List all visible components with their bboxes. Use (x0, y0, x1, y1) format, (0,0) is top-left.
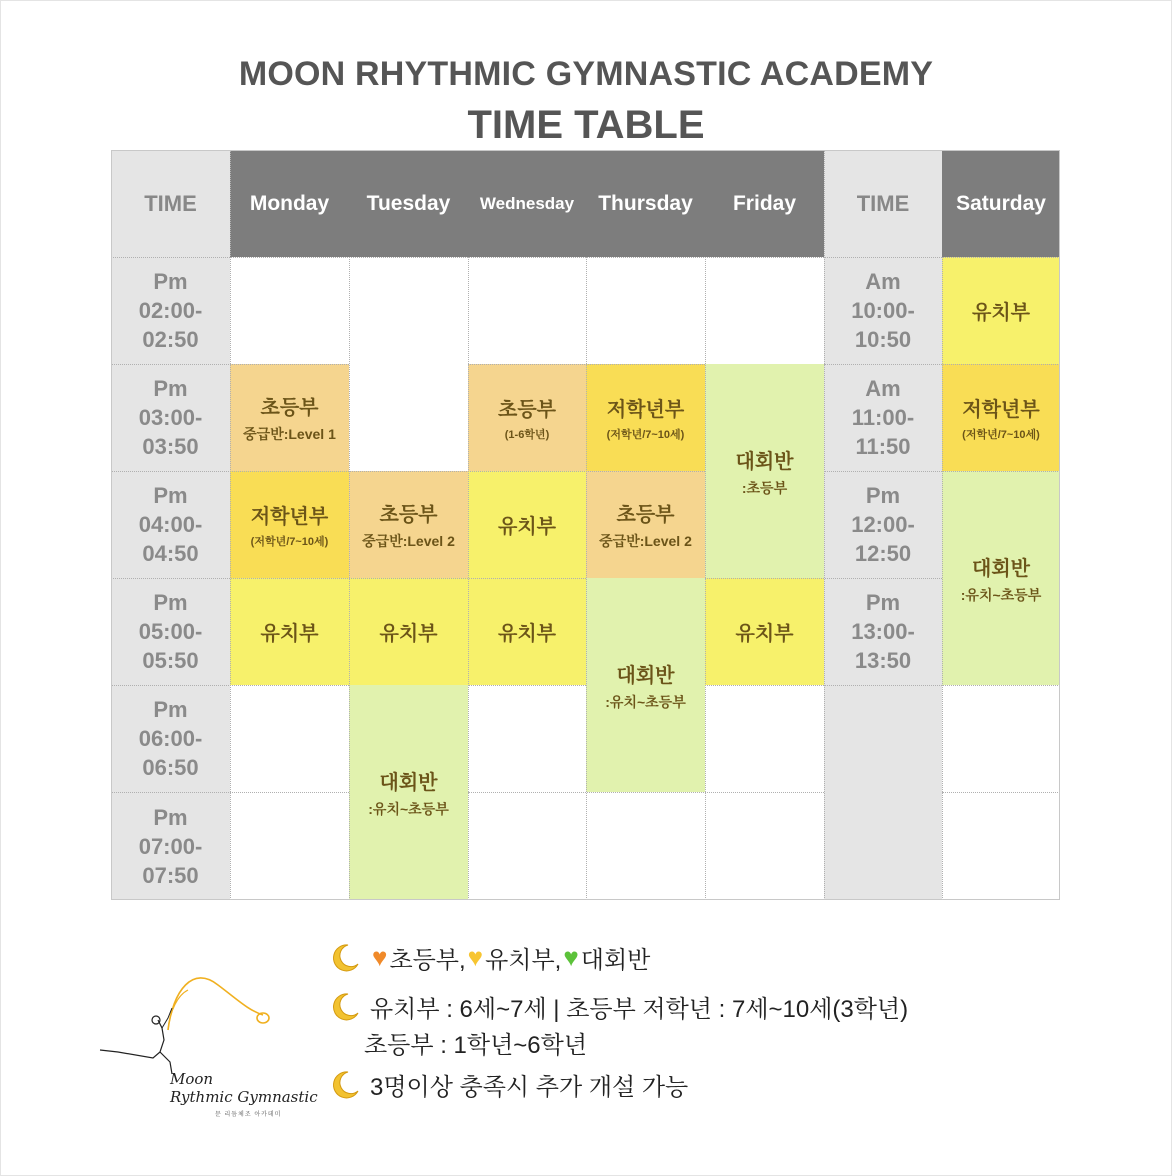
legend-line-2b (364, 1025, 587, 1060)
class-name: 유치부 (972, 302, 1030, 324)
class-detail: :유치~초등부 (368, 801, 449, 817)
page-title: TIME TABLE (467, 103, 705, 147)
class-name: 초등부 (260, 397, 319, 419)
class-name: 유치부 (379, 623, 438, 645)
legend-line-1 (328, 940, 650, 975)
logo-text-korean: 문 리듬체조 아카데미 (215, 1112, 282, 1118)
header-monday-label: Monday (249, 191, 330, 215)
time-end: 05:50 (142, 648, 199, 673)
green-heart-icon: ♥ (563, 942, 579, 972)
time-end: 07:50 (142, 862, 199, 888)
time-ampm: Pm (153, 483, 188, 508)
header-wednesday-label: Wednesday (479, 193, 575, 213)
time-start: 05:00- (138, 619, 203, 644)
class-detail: :유치~초등부 (960, 586, 1042, 603)
time-start: 07:00- (138, 833, 203, 859)
time-end: 06:50 (142, 755, 199, 780)
class-name: 저학년부 (250, 506, 329, 528)
header-friday-label: Friday (732, 191, 797, 215)
class-name: 대회반 (379, 772, 438, 794)
class-name: 유치부 (498, 623, 556, 645)
time-ampm: Am (865, 269, 901, 294)
time-ampm: Pm (153, 376, 188, 401)
time-start: 13:00- (851, 619, 915, 644)
class-detail: :유치~초등부 (605, 693, 686, 710)
logo-text-moon: Moon (170, 1070, 214, 1088)
time-start: 03:00- (138, 405, 203, 430)
time-ampm: Pm (153, 269, 188, 294)
legend-grade-info: 초등부 : 1학년~6학년 (364, 1032, 588, 1059)
time-ampm: Pm (865, 590, 901, 615)
time-ampm: Pm (153, 697, 188, 722)
class-detail: (저학년/7~10세) (250, 536, 329, 548)
orange-heart-icon: ♥ (372, 942, 388, 972)
header-time-saturday-label: TIME (856, 190, 910, 216)
table-border (111, 150, 1060, 900)
class-name: 저학년부 (962, 399, 1040, 421)
class-detail: 중급반:Level 1 (243, 426, 336, 442)
time-start: 10:00- (851, 298, 915, 323)
crescent-moon-icon (328, 991, 360, 1023)
legend-age-info: 유치부 : 6세~7세 | 초등부 저학년 : 7세~10세(3학년) (370, 996, 909, 1023)
time-end: 13:50 (854, 648, 912, 673)
academy-name: MOON RHYTHMIC GYMNASTIC ACADEMY (238, 55, 934, 93)
logo-text-name: Rythmic Gymnastic (170, 1088, 318, 1106)
time-ampm: Pm (153, 590, 188, 615)
time-end: 04:50 (142, 541, 199, 566)
header-time-label: TIME (144, 190, 197, 216)
header-thursday-label: Thursday (598, 191, 693, 215)
header-saturday-label: Saturday (956, 191, 1046, 215)
class-name: 초등부 (379, 504, 438, 526)
time-start: 04:00- (138, 512, 203, 537)
legend-kinder: 유치부, (485, 947, 562, 974)
time-end: 02:50 (142, 327, 199, 352)
crescent-moon-icon (328, 942, 360, 974)
time-start: 12:00- (851, 512, 915, 537)
class-name: 유치부 (498, 516, 556, 538)
class-detail: (1-6학년) (504, 429, 550, 441)
time-start: 11:00- (851, 405, 915, 430)
time-start: 06:00- (138, 726, 203, 751)
legend-elementary: 초등부, (389, 947, 466, 974)
class-name: 대회반 (972, 557, 1030, 580)
class-name: 저학년부 (606, 399, 685, 421)
class-name: 유치부 (260, 623, 319, 645)
time-ampm: Pm (865, 483, 901, 508)
legend-extra-class-note: 3명이상 충족시 추가 개설 가능 (370, 1074, 689, 1101)
class-detail: 중급반:Level 2 (599, 533, 692, 549)
time-end: 10:50 (854, 327, 912, 352)
time-end: 12:50 (854, 541, 912, 566)
header-tuesday-label: Tuesday (366, 191, 451, 215)
class-name: 유치부 (735, 623, 794, 645)
class-name: 대회반 (616, 664, 675, 687)
class-name: 대회반 (735, 450, 794, 473)
time-ampm: Am (865, 376, 901, 401)
class-detail: (저학년/7~10세) (606, 429, 685, 441)
class-name: 초등부 (616, 504, 675, 526)
class-detail: :초등부 (741, 479, 788, 496)
class-name: 초등부 (498, 399, 556, 421)
class-detail: (저학년/7~10세) (962, 429, 1040, 441)
time-start: 02:00- (138, 298, 203, 323)
time-end: 11:50 (855, 434, 911, 459)
time-ampm: Pm (153, 804, 188, 830)
class-detail: 중급반:Level 2 (362, 533, 455, 549)
legend-line-3 (328, 1067, 688, 1102)
crescent-moon-icon (328, 1069, 360, 1101)
legend-line-2 (328, 989, 908, 1024)
yellow-heart-icon: ♥ (467, 942, 484, 972)
time-end: 03:50 (142, 434, 199, 459)
legend-competition: 대회반 (580, 947, 651, 974)
